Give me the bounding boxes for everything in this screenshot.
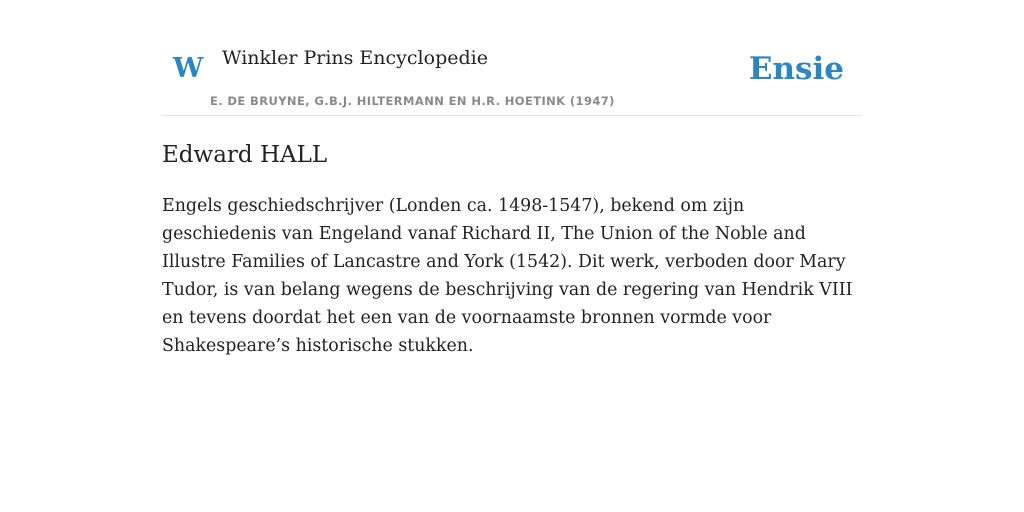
ensie-logo-link[interactable]: Ensie bbox=[748, 51, 844, 87]
source-header bbox=[162, 0, 862, 116]
source-logo: W bbox=[173, 53, 204, 84]
page bbox=[162, 0, 862, 512]
source-title[interactable]: Winkler Prins Encyclopedie bbox=[222, 47, 488, 69]
article-body: Engels geschiedschrijver (Londen ca. 1498-1547), bekend om zijn geschiedenis van Engeland vanaf Richard II, The Union of the Noble and Illustre Families of Lancastre and York (1542). Dit werk, verboden door Mary Tudor, is van belang wegens de beschrijving van de regering van Hendrik VIII en tevens doordat het een van de voornaamste bronnen vormde voor Shakespeare’s historische stukken. bbox=[162, 196, 853, 356]
article-title: Edward HALL bbox=[162, 142, 328, 168]
source-authors: E. DE BRUYNE, G.B.J. HILTERMANN EN H.R. HOETINK (1947) bbox=[210, 94, 615, 108]
